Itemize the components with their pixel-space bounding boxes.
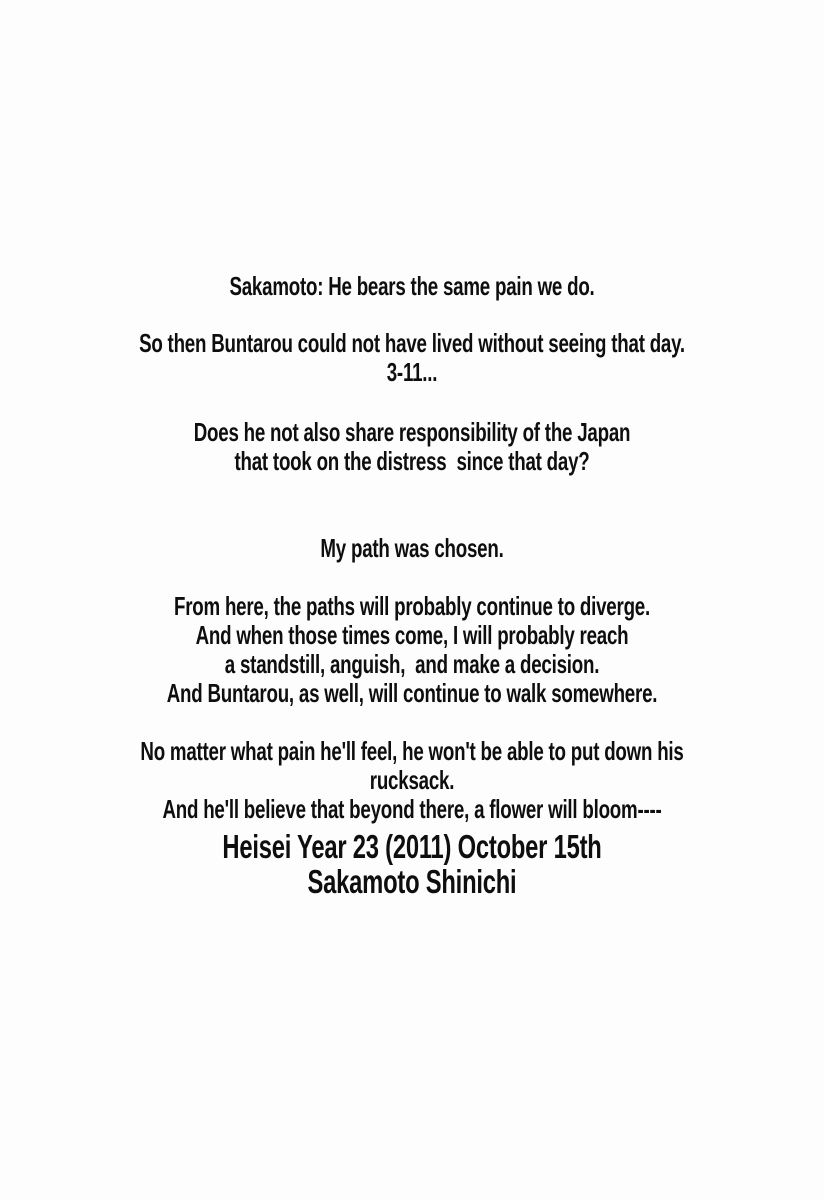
author-signature: Sakamoto Shinichi [307,863,517,900]
afterword-line: Sakamoto: He bears the same pain we do. [229,271,595,301]
afterword-line: that took on the distress since that day? [234,446,590,476]
afterword-line-3-11: 3-11... [386,357,438,387]
afterword-line: So then Buntarou could not have lived without seeing that day. [139,328,685,358]
afterword-line: My path was chosen. [320,533,504,563]
afterword-line: From here, the paths will probably continue to diverge. [174,591,650,621]
stanza-diverging-paths [0,592,824,708]
afterword-line: And when those times come, I will probably reach [195,620,629,650]
stanza-rucksack-flower [0,737,824,824]
afterword-line: And he'll believe that beyond there, a flower will bloom---- [162,794,662,824]
afterword-line: And Buntarou, as well, will continue to walk somewhere. [166,678,658,708]
stanza-signature [0,829,824,899]
stanza-buntarou-day [0,329,824,387]
afterword-line: a standstill, anguish, and make a decision. [224,649,600,679]
stanza-path-chosen [0,534,824,563]
afterword-line: Does he not also share responsibility of the Japan [193,417,631,447]
stanza-responsibility [0,418,824,476]
date-line: Heisei Year 23 (2011) October 15th [222,828,602,865]
stanza-sakamoto-quote [0,272,824,301]
afterword-line: No matter what pain he'll feel, he won't be able to put down his rucksack. [140,736,689,795]
